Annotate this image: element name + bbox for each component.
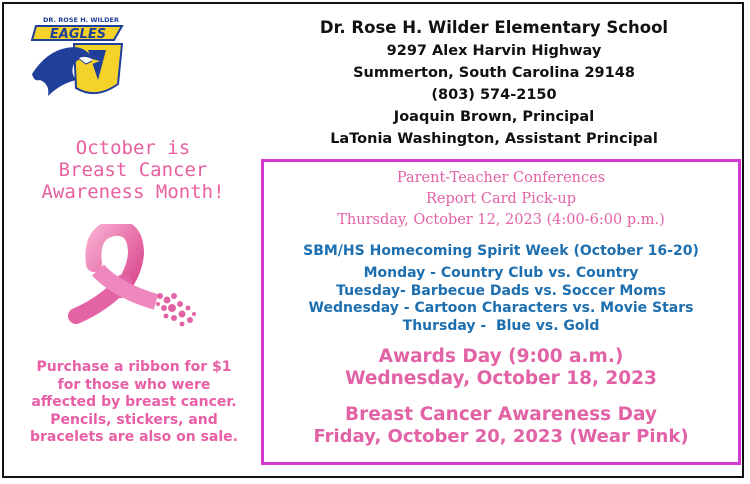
- spirit-day: Monday - Country Club vs. Country: [363, 265, 639, 281]
- note-line: bracelets are also on sale.: [29, 429, 238, 445]
- conference-line: Parent-Teacher Conferences: [396, 170, 606, 186]
- events-box: [261, 159, 741, 465]
- title-line: October is: [75, 137, 191, 159]
- spirit-day: Tuesday- Barbecue Dads vs. Soccer Moms: [336, 282, 666, 299]
- school-assistant-principal: LaTonia Washington, Assistant Principal: [330, 131, 658, 147]
- logo-caption: DR. ROSE H. WILDER: [43, 16, 119, 24]
- spirit-day: Thursday - Blue vs. Gold: [402, 317, 600, 334]
- school-principal: Joaquin Brown, Principal: [393, 109, 595, 125]
- spirit-day: Wednesday - Cartoon Characters vs. Movie Stars: [308, 300, 694, 316]
- school-header: [254, 16, 734, 150]
- school-address-line2: Summerton, South Carolina 29148: [353, 65, 635, 81]
- note-line: for those who were: [57, 376, 211, 393]
- ribbon-sale-note: [16, 359, 252, 447]
- breast-cancer-awareness-day: [264, 404, 738, 448]
- title-line: Awareness Month!: [41, 181, 225, 203]
- pink-ribbon-icon: [64, 224, 204, 344]
- note-line: affected by breast cancer.: [31, 394, 237, 410]
- spirit-week-heading: SBM/HS Homecoming Spirit Week (October 16-20): [303, 243, 699, 259]
- title-line: Breast Cancer: [58, 159, 208, 181]
- school-name: Dr. Rose H. Wilder Elementary School: [319, 18, 669, 37]
- logo-word: EAGLES: [49, 27, 107, 42]
- school-phone: (803) 574-2150: [431, 87, 557, 103]
- eagles-logo: [26, 14, 136, 104]
- conference-line: Thursday, October 12, 2023 (4:00-6:00 p.m.): [337, 212, 665, 228]
- school-address-line1: 9297 Alex Harvin Highway: [386, 43, 602, 59]
- note-line: Purchase a ribbon for $1: [36, 359, 232, 375]
- bcad-line: Friday, October 20, 2023 (Wear Pink): [313, 426, 689, 447]
- flyer-frame: [2, 2, 744, 478]
- conference-info: [264, 168, 738, 231]
- awareness-month-title: [12, 137, 254, 203]
- note-line: Pencils, stickers, and: [50, 411, 218, 428]
- awards-line: Awards Day (9:00 a.m.): [378, 346, 624, 367]
- bcad-line: Breast Cancer Awareness Day: [345, 404, 657, 425]
- awards-day: [264, 346, 738, 390]
- awards-line: Wednesday, October 18, 2023: [345, 368, 657, 389]
- conference-line: Report Card Pick-up: [425, 191, 576, 207]
- spirit-week-days: [264, 265, 738, 335]
